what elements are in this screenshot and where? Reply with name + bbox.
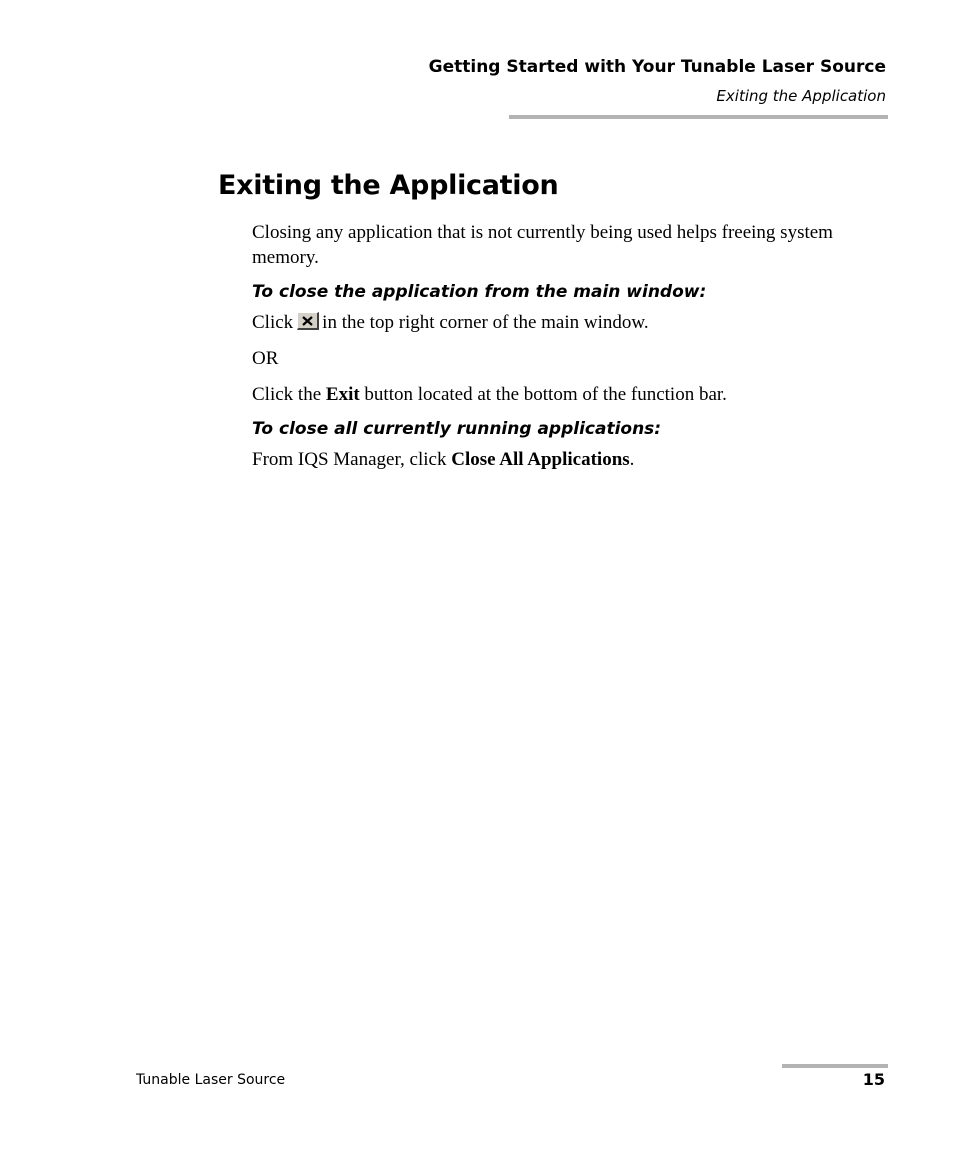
or-separator: OR: [252, 348, 279, 369]
running-header-section: Exiting the Application: [716, 87, 886, 105]
step-text-before: From IQS Manager, click: [252, 449, 447, 470]
footer-title: Tunable Laser Source: [136, 1072, 286, 1088]
step-text-before: Click: [252, 312, 294, 333]
step-text-after: .: [629, 449, 635, 470]
intro-paragraph: Closing any application that is not currently being used helps freeing system memory.: [252, 222, 833, 268]
page-title: Exiting the Application: [218, 170, 559, 201]
main-content: [252, 220, 852, 472]
exit-button-label: Exit: [325, 384, 360, 405]
step-text-after: button located at the bottom of the function bar.: [364, 384, 727, 405]
close-window-icon: [297, 312, 319, 330]
step-close-all: [252, 447, 852, 472]
step-text-before: Click the: [252, 384, 322, 405]
procedure-heading-all-applications: To close all currently running applications:: [252, 419, 662, 439]
step-click-exit: [252, 382, 852, 407]
close-all-applications-label: Close All Applications: [451, 449, 630, 470]
procedure-heading-main-window: To close the application from the main window:: [252, 282, 707, 302]
running-header-chapter: Getting Started with Your Tunable Laser Source: [428, 57, 886, 77]
step-text-after: in the top right corner of the main window.: [322, 312, 649, 333]
header-divider: [509, 115, 888, 119]
page-number: 15: [862, 1070, 885, 1089]
footer-divider: [782, 1064, 888, 1068]
step-click-close-icon: [252, 310, 852, 335]
